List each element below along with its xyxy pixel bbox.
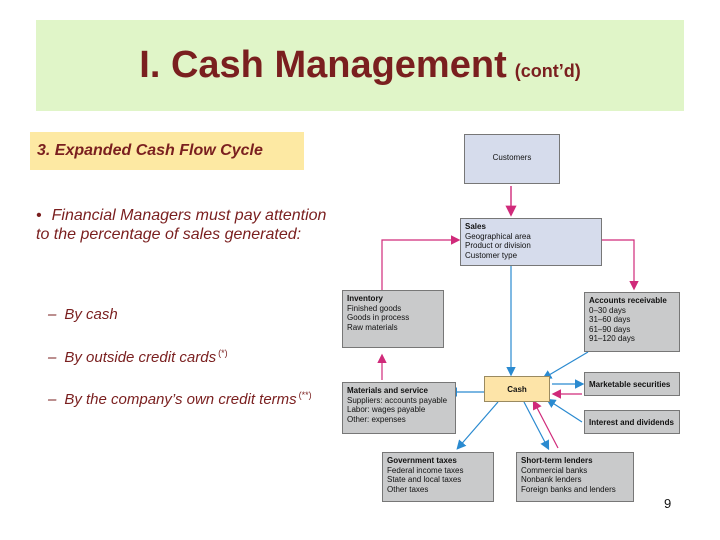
slide-title-suffix: (cont’d): [514, 61, 581, 81]
marketable-securities-box: [584, 372, 680, 396]
interest-title: Interest and dividends: [589, 418, 674, 427]
materials-service-box: [342, 382, 456, 434]
arrow-cash-taxes: [458, 402, 498, 448]
arrow-inventory-sales: [382, 240, 458, 290]
page-number: 9: [664, 496, 672, 511]
sales-box: [460, 218, 602, 266]
cash-box: [484, 376, 550, 402]
sub-item-credit-cards: [48, 348, 228, 366]
sales-line: Product or division: [465, 241, 531, 251]
customers-box: [464, 134, 560, 184]
bullet-point: [36, 206, 332, 244]
sub-item-own-credit: [48, 390, 312, 408]
lenders-line: Commercial banks: [521, 465, 588, 475]
sub-item-dash: –: [48, 306, 57, 323]
arrow-lenders-cash: [534, 402, 558, 448]
sub-item-note: (*): [218, 348, 228, 358]
sub-item-label: By the company’s own credit terms: [64, 391, 297, 408]
cash-flow-diagram: [338, 130, 684, 516]
inventory-title: Inventory: [347, 294, 384, 303]
short-term-lenders-box: [516, 452, 634, 502]
accounts-receivable-box: [584, 292, 680, 352]
materials-line: Other: expenses: [347, 414, 406, 424]
sub-item-cash: [48, 306, 118, 323]
cash-title: Cash: [507, 385, 527, 394]
inventory-line: Raw materials: [347, 322, 398, 332]
interest-dividends-box: [584, 410, 680, 434]
title-bar: [36, 20, 684, 111]
arrow-interest-cash: [548, 400, 582, 422]
receivable-line: 91–120 days: [589, 334, 635, 344]
sales-title: Sales: [465, 222, 486, 231]
bullet-text: Financial Managers must pay attention to the percentage of sales generated:: [36, 207, 327, 243]
taxes-title: Government taxes: [387, 456, 457, 465]
lenders-line: Nonbank lenders: [521, 475, 582, 485]
lenders-line: Foreign banks and lenders: [521, 484, 616, 494]
bullet-dot: •: [36, 207, 42, 224]
materials-line: Suppliers: accounts payable: [347, 395, 448, 405]
sales-line: Customer type: [465, 250, 518, 260]
materials-line: Labor: wages payable: [347, 405, 426, 415]
lenders-title: Short-term lenders: [521, 456, 593, 465]
sub-item-dash: –: [48, 349, 57, 366]
taxes-line: State and local taxes: [387, 475, 462, 485]
inventory-line: Finished goods: [347, 303, 402, 313]
arrow-sales-receivable: [602, 240, 634, 288]
arrow-receivable-cash: [544, 352, 588, 378]
government-taxes-box: [382, 452, 494, 502]
receivable-line: 61–90 days: [589, 324, 631, 334]
taxes-line: Federal income taxes: [387, 465, 464, 475]
receivable-title: Accounts receivable: [589, 296, 667, 305]
inventory-line: Goods in process: [347, 313, 410, 323]
securities-title: Marketable securities: [589, 380, 671, 389]
slide-title: I. Cash Management: [139, 44, 507, 86]
section-heading-box: [30, 132, 304, 170]
receivable-line: 0–30 days: [589, 305, 626, 315]
sub-item-dash: –: [48, 391, 57, 408]
receivable-line: 31–60 days: [589, 315, 631, 325]
sub-item-label: By outside credit cards: [64, 349, 217, 366]
materials-title: Materials and service: [347, 386, 428, 395]
arrow-cash-lenders: [524, 402, 548, 448]
sales-line: Geographical area: [465, 231, 531, 241]
sub-item-note: (**): [298, 390, 312, 400]
section-heading: 3. Expanded Cash Flow Cycle: [37, 142, 263, 159]
sub-item-label: By cash: [64, 306, 118, 323]
customers-title: Customers: [492, 153, 532, 162]
taxes-line: Other taxes: [387, 484, 429, 494]
inventory-box: [342, 290, 444, 348]
